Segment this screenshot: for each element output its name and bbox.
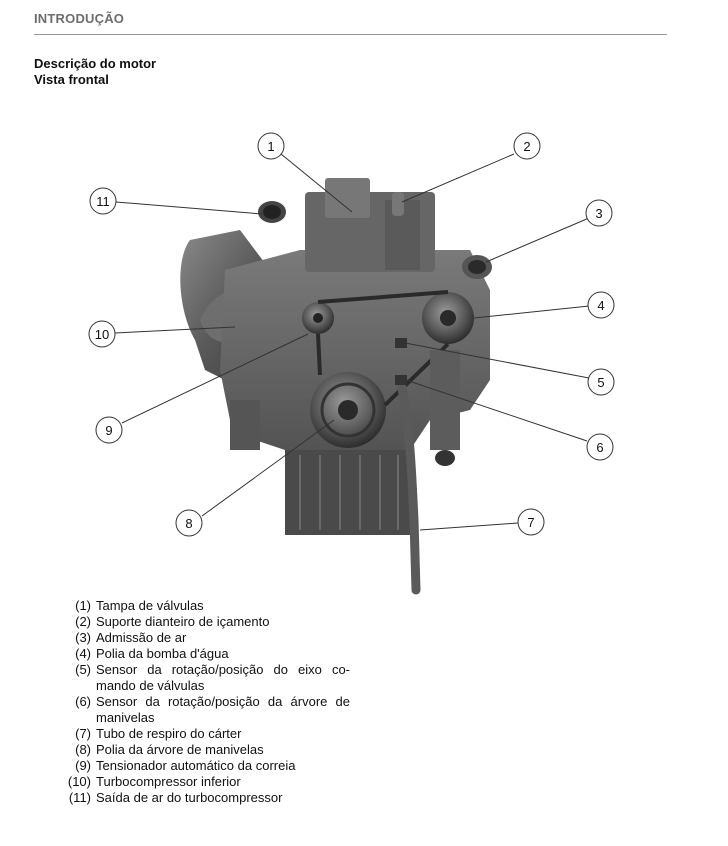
legend-text: Sensor da rotação/posição do eixo co-mando de válvulas xyxy=(96,662,350,693)
legend-item xyxy=(60,694,350,726)
legend-item xyxy=(60,742,350,758)
callout-6 xyxy=(587,434,613,460)
legend-number: (1) xyxy=(75,598,91,613)
callout-11 xyxy=(90,188,116,214)
svg-text:5: 5 xyxy=(597,375,605,390)
svg-text:10: 10 xyxy=(94,327,110,342)
legend-item xyxy=(60,662,350,694)
callout-3 xyxy=(586,200,612,226)
legend-item xyxy=(60,726,350,742)
legend-number: (11) xyxy=(68,790,91,805)
callout-1 xyxy=(258,133,284,159)
legend-number: (7) xyxy=(75,726,91,741)
legend-text: Polia da árvore de manivelas xyxy=(96,742,264,757)
legend-item xyxy=(60,790,350,806)
legend-number: (4) xyxy=(75,646,91,661)
svg-text:8: 8 xyxy=(185,516,193,531)
callout-5 xyxy=(588,369,614,395)
legend-text: Polia da bomba d'água xyxy=(96,646,229,661)
svg-text:1: 1 xyxy=(267,139,275,154)
callout-10 xyxy=(89,321,115,347)
legend-item xyxy=(60,646,350,662)
legend-number: (6) xyxy=(75,694,91,709)
legend-text: Suporte dianteiro de içamento xyxy=(96,614,270,629)
legend-text: Saída de ar do turbocompressor xyxy=(96,790,283,805)
legend-item xyxy=(60,598,350,614)
legend-number: (10) xyxy=(67,774,91,789)
svg-text:3: 3 xyxy=(595,206,603,221)
legend-number: (8) xyxy=(75,742,91,757)
legend-text: Tubo de respiro do cárter xyxy=(96,726,242,741)
document-title: Descrição do motor xyxy=(34,56,157,71)
section-header: INTRODUÇÃO xyxy=(34,11,125,26)
legend-number: (9) xyxy=(75,758,91,773)
legend-number: (3) xyxy=(75,630,91,645)
svg-text:4: 4 xyxy=(597,298,605,313)
legend-item xyxy=(60,630,350,646)
svg-text:7: 7 xyxy=(527,515,535,530)
legend-text: Turbocompressor inferior xyxy=(96,774,241,789)
callout-9 xyxy=(96,417,122,443)
callout-2 xyxy=(514,133,540,159)
parts-legend xyxy=(60,598,350,806)
header-rule xyxy=(34,34,667,35)
legend-item xyxy=(60,614,350,630)
legend-text: Tensionador automático da correia xyxy=(96,758,296,773)
engine-front-view-figure xyxy=(0,120,728,600)
legend-text: Admissão de ar xyxy=(96,630,187,645)
legend-text: Tampa de válvulas xyxy=(96,598,204,613)
callout-7 xyxy=(518,509,544,535)
legend-item xyxy=(60,774,350,790)
svg-text:11: 11 xyxy=(96,194,110,209)
legend-number: (2) xyxy=(75,614,91,629)
legend-item xyxy=(60,758,350,774)
callout-8 xyxy=(176,510,202,536)
svg-text:2: 2 xyxy=(523,139,531,154)
svg-text:6: 6 xyxy=(596,440,604,455)
document-subtitle: Vista frontal xyxy=(34,72,109,87)
svg-text:9: 9 xyxy=(105,423,113,438)
callout-4 xyxy=(588,292,614,318)
legend-text: Sensor da rotação/posição da árvore de manivelas xyxy=(96,694,350,725)
legend-number: (5) xyxy=(75,662,91,677)
